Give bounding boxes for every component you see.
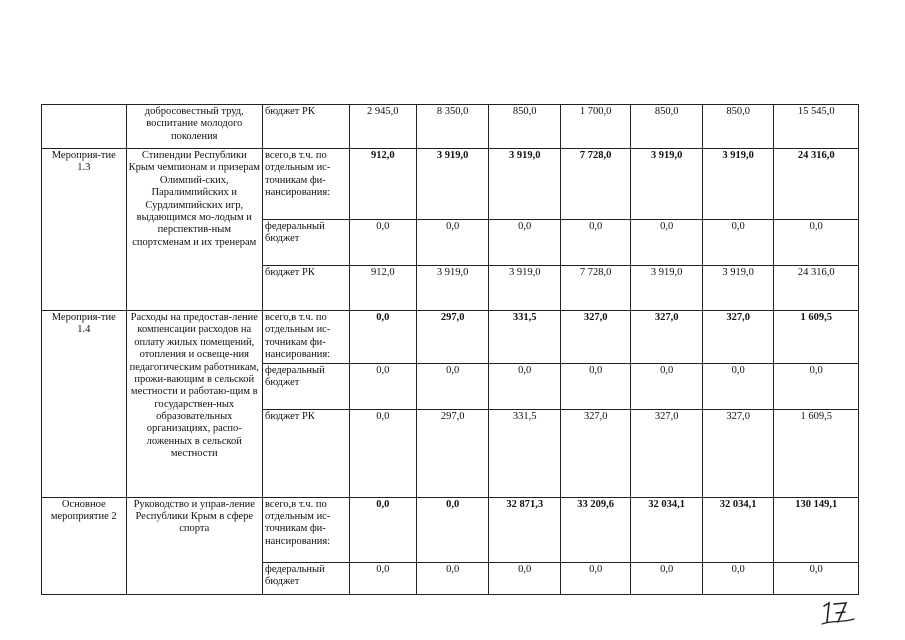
value-cell: 0,0 [560,562,630,594]
value-cell: 0,0 [349,562,416,594]
value-cell: 24 316,0 [774,266,859,311]
funding-source: бюджет РК [263,409,350,497]
value-cell: 1 609,5 [774,409,859,497]
value-cell: 0,0 [702,562,774,594]
value-cell: 3 919,0 [489,266,561,311]
measure-title: Стипендии Республики Крым чемпионам и призерам Олимпий-ских, Паралимпийских и Сурдлимпийских игр, выдающимся мо-лодым и перспектив-ным спортсменам и их тренерам [126,149,263,311]
table-row [42,497,859,562]
value-cell: 33 209,6 [560,497,630,562]
value-cell: 0,0 [702,220,774,266]
value-cell: 0,0 [560,220,630,266]
value-cell: 327,0 [631,409,703,497]
value-cell: 0,0 [489,562,561,594]
value-cell: 0,0 [349,409,416,497]
value-cell: 327,0 [560,409,630,497]
table-row [42,311,859,364]
value-cell: 0,0 [349,220,416,266]
value-cell: 0,0 [631,220,703,266]
handwritten-page-number [818,598,860,626]
value-cell: 3 919,0 [416,149,489,220]
value-cell: 912,0 [349,266,416,311]
value-cell: 912,0 [349,149,416,220]
value-cell: 297,0 [416,409,489,497]
value-cell: 331,5 [489,409,561,497]
value-cell: 0,0 [416,220,489,266]
value-cell: 3 919,0 [631,266,703,311]
funding-source: бюджет РК [263,266,350,311]
value-cell: 3 919,0 [631,149,703,220]
value-cell: 24 316,0 [774,149,859,220]
value-cell: 32 034,1 [702,497,774,562]
value-cell: 3 919,0 [702,149,774,220]
value-cell: 1 609,5 [774,311,859,364]
budget-table [41,104,859,595]
value-cell: 850,0 [702,105,774,149]
value-cell: 0,0 [349,311,416,364]
measure-name: Мероприя-тие 1.4 [42,311,127,498]
measure-title: Расходы на предостав-ление компенсации расходов на оплату жилых помещений, отопления и освеще-ния педагогическим работникам, прожи-вающим в сельской местности и работаю-щим в государствен-ных образовательных организациях, распо-ложенных в сельской местности [126,311,263,498]
value-cell: 2 945,0 [349,105,416,149]
funding-source: федеральный бюджет [263,363,350,409]
value-cell: 327,0 [560,311,630,364]
funding-source: всего,в т.ч. по отдельным ис-точникам фи-нансирования: [263,149,350,220]
value-cell: 0,0 [774,363,859,409]
value-cell: 130 149,1 [774,497,859,562]
value-cell: 0,0 [631,363,703,409]
table-row [42,149,859,220]
value-cell: 327,0 [631,311,703,364]
measure-title: Руководство и управ-ление Республики Крым в сфере спорта [126,497,263,594]
funding-source: всего,в т.ч. по отдельным ис-точникам фи-нансирования: [263,311,350,364]
value-cell: 0,0 [774,562,859,594]
value-cell: 0,0 [631,562,703,594]
value-cell: 0,0 [774,220,859,266]
funding-source: федеральный бюджет [263,562,350,594]
value-cell: 331,5 [489,311,561,364]
measure-name [42,105,127,149]
value-cell: 1 700,0 [560,105,630,149]
value-cell: 0,0 [416,363,489,409]
value-cell: 327,0 [702,311,774,364]
value-cell: 0,0 [349,497,416,562]
value-cell: 327,0 [702,409,774,497]
value-cell: 32 034,1 [631,497,703,562]
value-cell: 15 545,0 [774,105,859,149]
measure-name: Основное мероприятие 2 [42,497,127,594]
funding-source: бюджет РК [263,105,350,149]
value-cell: 0,0 [489,220,561,266]
value-cell: 3 919,0 [489,149,561,220]
value-cell: 0,0 [560,363,630,409]
funding-source: всего,в т.ч. по отдельным ис-точникам фи-нансирования: [263,497,350,562]
value-cell: 0,0 [416,562,489,594]
value-cell: 0,0 [416,497,489,562]
funding-source: федеральный бюджет [263,220,350,266]
value-cell: 0,0 [489,363,561,409]
value-cell: 0,0 [702,363,774,409]
value-cell: 850,0 [631,105,703,149]
table-row [42,105,859,149]
measure-name: Мероприя-тие 1.3 [42,149,127,311]
value-cell: 297,0 [416,311,489,364]
value-cell: 0,0 [349,363,416,409]
value-cell: 3 919,0 [702,266,774,311]
value-cell: 7 728,0 [560,266,630,311]
measure-title: добросовестный труд, воспитание молодого поколения [126,105,263,149]
value-cell: 32 871,3 [489,497,561,562]
value-cell: 850,0 [489,105,561,149]
value-cell: 3 919,0 [416,266,489,311]
value-cell: 8 350,0 [416,105,489,149]
value-cell: 7 728,0 [560,149,630,220]
